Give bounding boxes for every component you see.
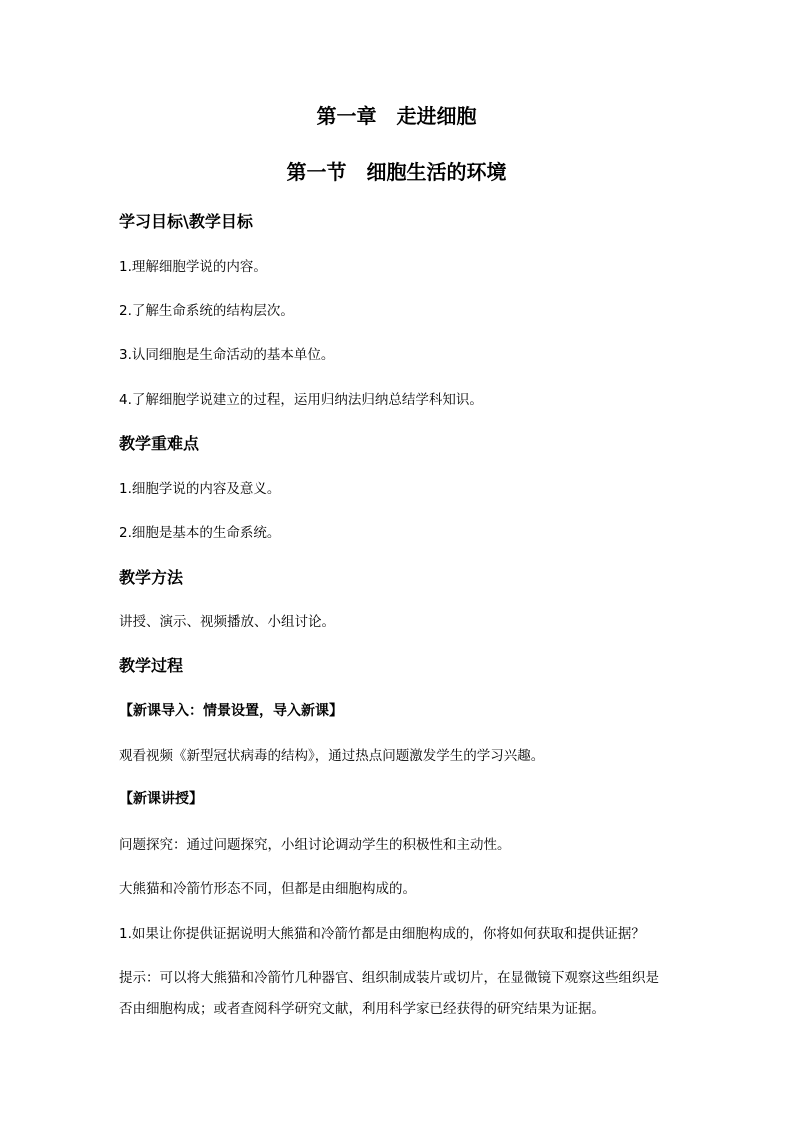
intro-label: 【新课导入：情景设置，导入新课】 — [119, 703, 343, 719]
key-points-heading: 教学重难点 — [119, 434, 200, 453]
key-point-item: 1.细胞学说的内容及意义。 — [119, 481, 281, 497]
lecture-paragraph: 否由细胞构成；或者查阅科学研究文献，利用科学家已经获得的研究结果为证据。 — [119, 1001, 605, 1017]
chapter-title: 第一章 走进细胞 — [316, 104, 477, 128]
intro-text: 观看视频《新型冠状病毒的结构》，通过热点问题激发学生的学习兴趣。 — [119, 748, 545, 764]
goal-item: 1.理解细胞学说的内容。 — [119, 259, 267, 275]
key-point-item: 2.细胞是基本的生命系统。 — [119, 525, 281, 541]
goals-heading: 学习目标\教学目标 — [119, 212, 253, 231]
methods-text: 讲授、演示、视频播放、小组讨论。 — [119, 614, 335, 630]
process-heading: 教学过程 — [119, 656, 184, 675]
section-title: 第一节 细胞生活的环境 — [286, 160, 507, 184]
lecture-paragraph: 提示：可以将大熊猫和冷箭竹几种器官、组织制成装片或切片，在显微镜下观察这些组织是 — [119, 970, 659, 986]
goal-item: 2.了解生命系统的结构层次。 — [119, 303, 294, 319]
lecture-label: 【新课讲授】 — [119, 791, 203, 807]
methods-heading: 教学方法 — [119, 568, 184, 587]
goal-item: 4.了解细胞学说建立的过程，运用归纳法归纳总结学科知识。 — [119, 392, 483, 408]
lecture-paragraph: 问题探究：通过问题探究，小组讨论调动学生的积极性和主动性。 — [119, 837, 511, 853]
goal-item: 3.认同细胞是生命活动的基本单位。 — [119, 347, 335, 363]
lecture-paragraph: 1.如果让你提供证据说明大熊猫和冷箭竹都是由细胞构成的，你将如何获取和提供证据？ — [119, 926, 645, 942]
lecture-paragraph: 大熊猫和冷箭竹形态不同，但都是由细胞构成的。 — [119, 881, 416, 897]
